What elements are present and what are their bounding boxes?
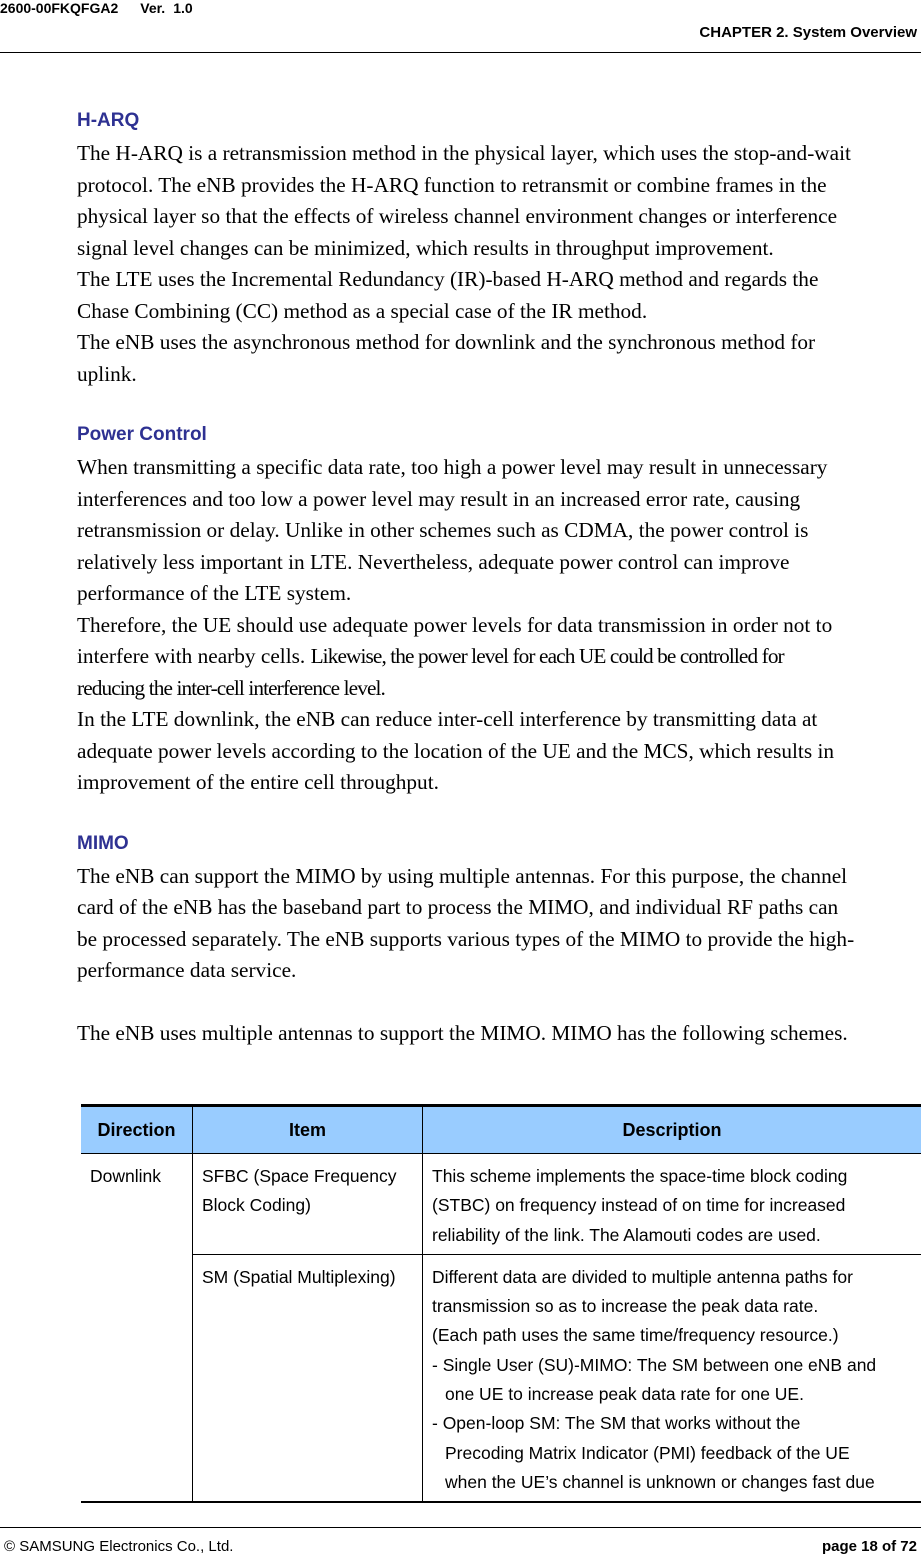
text-line: performance of the LTE system. (77, 581, 352, 605)
mimo-schemes-table (81, 1104, 921, 1503)
text-line: Chase Combining (CC) method as a special case of the IR method. (77, 298, 648, 323)
text-span-condensed: Likewise, the power level for each UE could be controlled for (310, 644, 784, 668)
description-text: one UE to increase peak data rate for one UE. (445, 1384, 804, 1405)
page-content (77, 108, 913, 1049)
power-control-paragraph (77, 452, 913, 799)
chapter-title: CHAPTER 2. System Overview (699, 24, 917, 41)
version-number: 1.0 (173, 0, 193, 16)
text-line: card of the eNB has the baseband part to process the MIMO, and individual RF paths can (77, 895, 839, 919)
doc-header-left (0, 0, 193, 16)
mimo-schemes-intro: The eNB uses multiple antennas to support the MIMO. MIMO has the following schemes. (77, 1020, 848, 1045)
description-cell (423, 1154, 921, 1255)
item-cell (193, 1254, 423, 1502)
text-line: reducing the inter-cell interference level. (77, 675, 385, 700)
footer-divider (0, 1527, 921, 1528)
harq-paragraph (77, 138, 913, 390)
description-text: transmission so as to increase the peak data rate. (432, 1296, 819, 1317)
text-line: The H-ARQ is a retransmission method in the physical layer, which uses the stop-and-wait (77, 141, 851, 165)
description-cell (423, 1254, 921, 1502)
direction-cell: Downlink (81, 1154, 193, 1503)
description-text: Precoding Matrix Indicator (PMI) feedback of the UE (445, 1442, 850, 1463)
text-line: signal level changes can be minimized, which results in throughput improvement. (77, 235, 774, 260)
copyright-notice: © SAMSUNG Electronics Co., Ltd. (4, 1538, 234, 1555)
item-cell (193, 1154, 423, 1255)
table-row (81, 1154, 921, 1255)
mimo-paragraph (77, 861, 913, 987)
description-text: - Open-loop SM: The SM that works without the (432, 1413, 801, 1434)
text-line: In the LTE downlink, the eNB can reduce inter-cell interference by transmitting data at (77, 707, 818, 731)
text-span: interfere with nearby cells. (77, 644, 311, 668)
text-line: The eNB can support the MIMO by using multiple antennas. For this purpose, the channel (77, 863, 848, 888)
text-line: improvement of the entire cell throughput. (77, 770, 439, 794)
column-header-direction: Direction (81, 1106, 193, 1154)
text-line: be processed separately. The eNB supports various types of the MIMO to provide the high- (77, 926, 855, 951)
item-text: Block Coding) (202, 1195, 311, 1216)
text-line: When transmitting a specific data rate, too high a power level may result in unnecessary (77, 455, 828, 479)
description-text: This scheme implements the space-time block coding (432, 1166, 848, 1186)
description-text: when the UE’s channel is unknown or changes fast due (445, 1471, 875, 1492)
item-text: SM (Spatial Multiplexing) (202, 1266, 396, 1287)
text-line: The LTE uses the Incremental Redundancy (IR)-based H-ARQ method and regards the (77, 267, 819, 291)
description-text: reliability of the link. The Alamouti codes are used. (432, 1224, 821, 1245)
section-heading-harq: H-ARQ (77, 110, 140, 131)
text-line (77, 641, 913, 673)
text-line: performance data service. (77, 958, 297, 982)
text-line: Therefore, the UE should use adequate power levels for data transmission in order not to (77, 612, 833, 637)
text-line: protocol. The eNB provides the H-ARQ function to retransmit or combine frames in the (77, 172, 827, 197)
table-header-row (81, 1106, 921, 1154)
text-line: interferences and too low a power level may result in an increased error rate, causing (77, 486, 801, 511)
section-heading-mimo: MIMO (77, 832, 129, 854)
text-line: adequate power levels according to the location of the UE and the MCS, which results in (77, 738, 835, 763)
page-number: page 18 of 72 (821, 1538, 917, 1555)
description-text: - Single User (SU)-MIMO: The SM between one eNB and (432, 1354, 877, 1375)
description-text: Different data are divided to multiple antenna paths for (432, 1266, 853, 1287)
header-divider (0, 52, 921, 53)
doc-id: 2600-00FKQFGA2 (0, 0, 119, 16)
item-text: SFBC (Space Frequency (202, 1166, 397, 1186)
column-header-description: Description (423, 1106, 921, 1154)
text-line: uplink. (77, 361, 137, 386)
section-heading-power-control: Power Control (77, 424, 207, 445)
version-label: Ver. (140, 0, 166, 16)
table-row (81, 1254, 921, 1502)
column-header-item: Item (193, 1106, 423, 1154)
description-text: (Each path uses the same time/frequency resource.) (432, 1325, 839, 1346)
text-line: physical layer so that the effects of wireless channel environment changes or interference (77, 204, 838, 228)
text-line: relatively less important in LTE. Nevertheless, adequate power control can improve (77, 549, 790, 574)
text-line: retransmission or delay. Unlike in other schemes such as CDMA, the power control is (77, 518, 809, 542)
text-line: The eNB uses the asynchronous method for downlink and the synchronous method for (77, 330, 816, 354)
description-text: (STBC) on frequency instead of on time for increased (432, 1195, 846, 1216)
